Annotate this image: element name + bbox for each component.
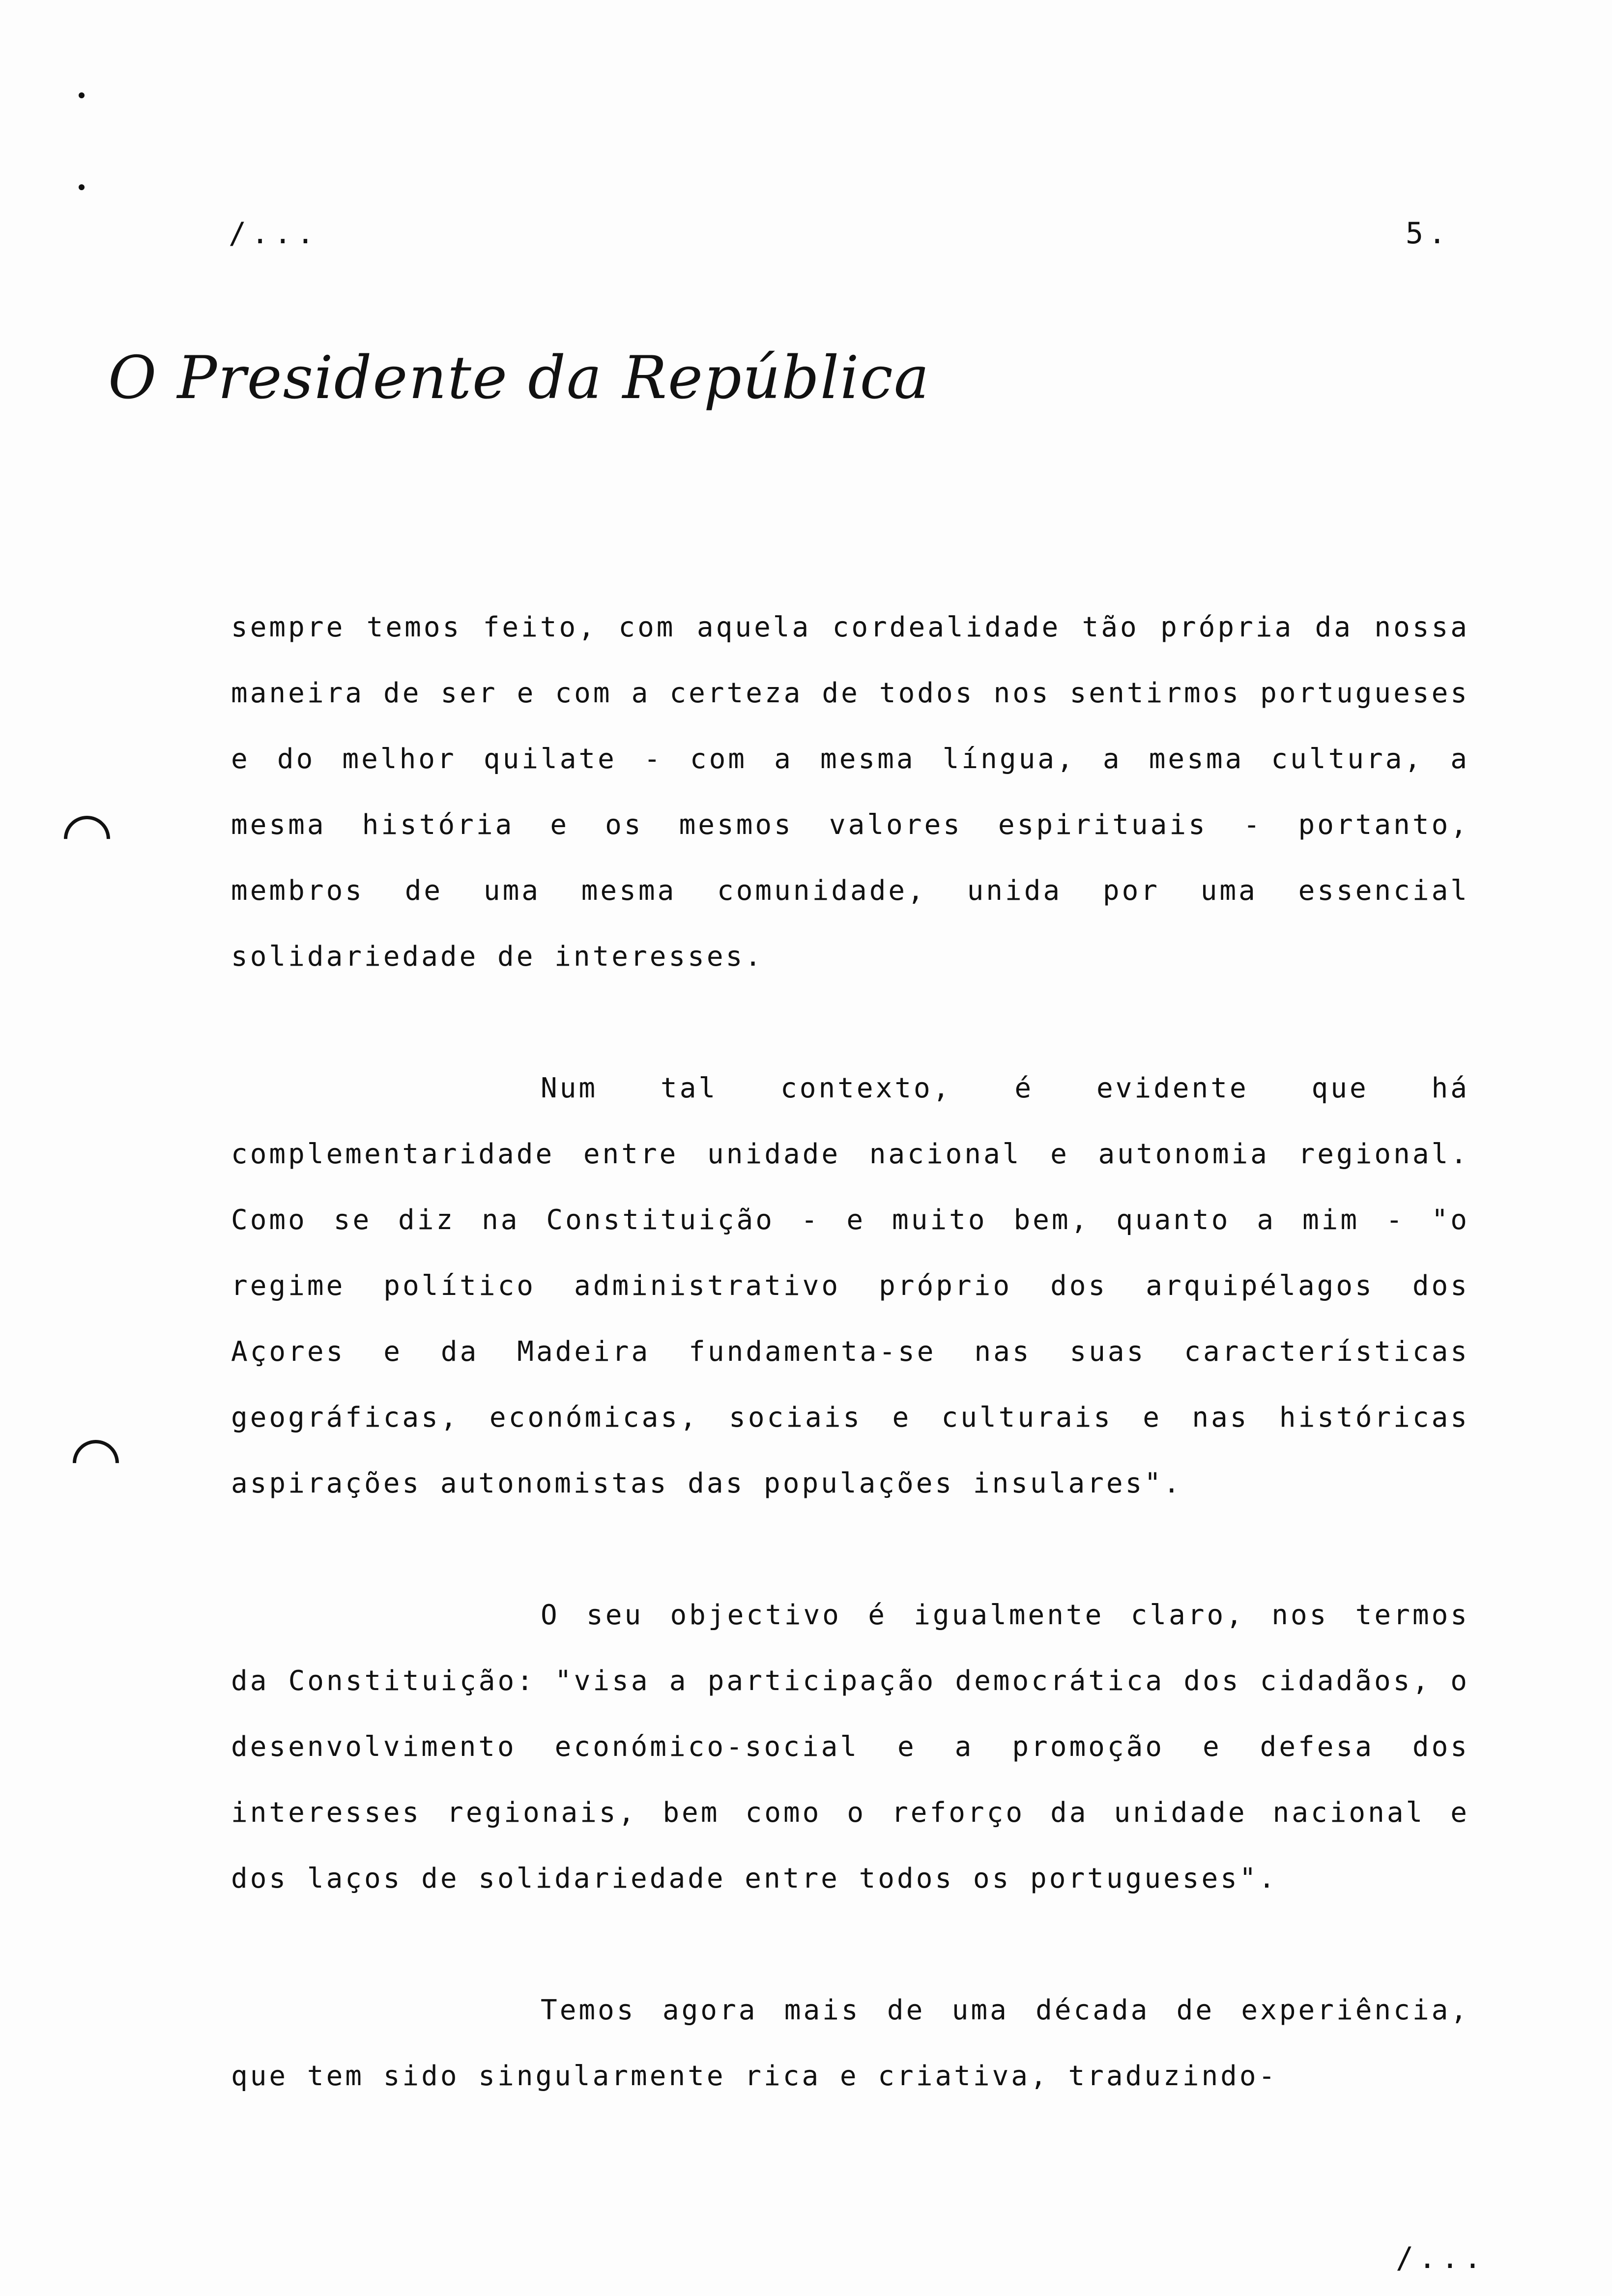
paragraph: Temos agora mais de uma década de experiência, que tem sido singularmente rica e criativa, traduzindo- — [231, 1994, 1469, 2092]
punch-hole-mark — [63, 1431, 129, 1496]
page-number: 5. — [1406, 216, 1451, 251]
body-text — [231, 595, 1469, 2175]
margin-mark — [79, 184, 85, 190]
footer-continuation-mark: /... — [1396, 2241, 1487, 2275]
paragraph: sempre temos feito, com aquela cordealidade tão própria da nossa maneira de ser e com a certeza de todos nos sentirmos portugueses e do melhor quilate - com a mesma língua, a mesma cultura, a mesma história e os mesmos valores espirituais - portanto, membros de uma mesma comunidade, unida por uma essencial solidariedade de interesses. — [231, 611, 1469, 973]
letterhead-title: O Presidente da República — [108, 344, 930, 412]
paragraph: Num tal contexto, é evidente que há complementaridade entre unidade nacional e autonomia regional. Como se diz na Constituição - e muito bem, quanto a mim - "o regime político administrativo próprio dos arquipélagos dos Açores e da Madeira fundamenta-se nas suas características geográficas, económicas, sociais e culturais e nas históricas aspirações autonomistas das populações insulares". — [231, 1072, 1469, 1499]
header-continuation-mark: /... — [229, 216, 319, 251]
margin-mark — [79, 92, 85, 98]
punch-hole-mark — [55, 806, 120, 872]
paragraph: O seu objectivo é igualmente claro, nos termos da Constituição: "visa a participação democrática dos cidadãos, o desenvolvimento económico-social e a promoção e defesa dos interesses regionais, bem como o reforço da unidade nacional e dos laços de solidariedade entre todos os portugueses". — [231, 1599, 1469, 1894]
